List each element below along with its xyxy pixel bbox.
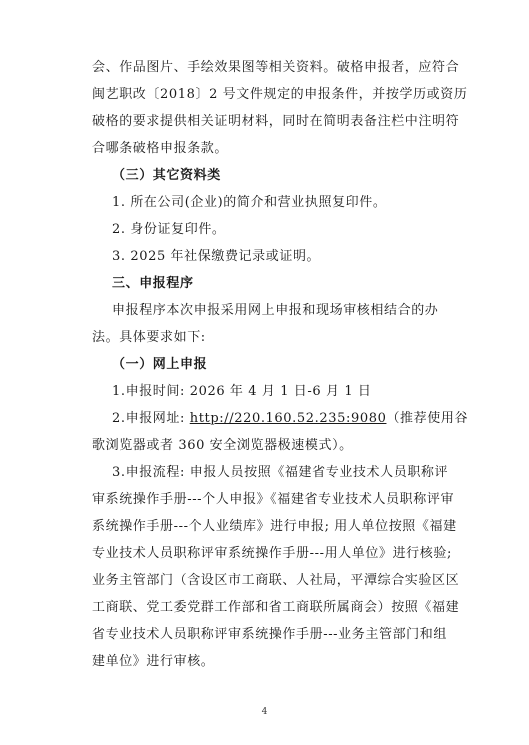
application-url-label: 2.申报网址: [112,411,190,426]
application-url-line [112,411,469,427]
page-number: 4 [261,707,268,717]
application-process-2: 审系统操作手册---个人申报》《福建省专业技术人员职称评审 [92,492,455,507]
body-line-4: 合哪条破格申报条款。 [92,141,229,156]
subheading-online-application: （一）网上申报 [112,357,208,372]
list-item-2: 2. 身份证复印件。 [112,222,226,237]
application-url-note: （推荐使用谷 [386,411,469,426]
body-line-procedure-1: 申报程序本次申报采用网上申报和现场审核相结合的办 [112,303,439,318]
list-item-3: 3. 2025 年社保缴费记录或证明。 [112,249,321,264]
application-process-3: 系统操作手册---个人业绩库》进行申报; 用人单位按照《福建 [92,519,457,534]
list-item-1: 1. 所在公司(企业)的简介和营业执照复印件。 [112,195,387,210]
section-heading-other-materials: （三）其它资料类 [112,168,221,183]
application-url-link[interactable]: http://220.160.52.235:9080 [189,411,387,426]
section-heading-procedure: 三、申报程序 [112,276,194,291]
application-process-1: 3.申报流程: 申报人员按照《福建省专业技术人员职称评 [112,465,449,480]
application-time: 1.申报时间: 2026 年 4 月 1 日-6 月 1 日 [112,384,372,399]
application-process-5: 业务主管部门（含设区市工商联、人社局，平潭综合实验区区 [92,573,460,588]
body-line-1: 会、作品图片、手绘效果图等相关资料。破格申报者，应符合 [92,60,460,75]
application-process-8: 建单位》进行审核。 [92,654,215,669]
body-line-browser: 歌浏览器或者 360 安全浏览器极速模式）。 [92,438,353,453]
body-line-2: 闽艺职改〔2018〕2 号文件规定的申报条件，并按学历或资历 [92,87,468,102]
application-process-7: 省专业技术人员职称评审系统操作手册---业务主管部门和组 [92,627,447,642]
body-line-procedure-2: 法。具体要求如下: [92,330,206,345]
application-process-6: 工商联、党工委党群工作部和省工商联所属商会）按照《福建 [92,600,460,615]
application-process-4: 专业技术人员职称评审系统操作手册---用人单位》进行核验; [92,546,452,561]
body-line-3: 破格的要求提供相关证明材料，同时在简明表备注栏中注明符 [92,114,460,129]
